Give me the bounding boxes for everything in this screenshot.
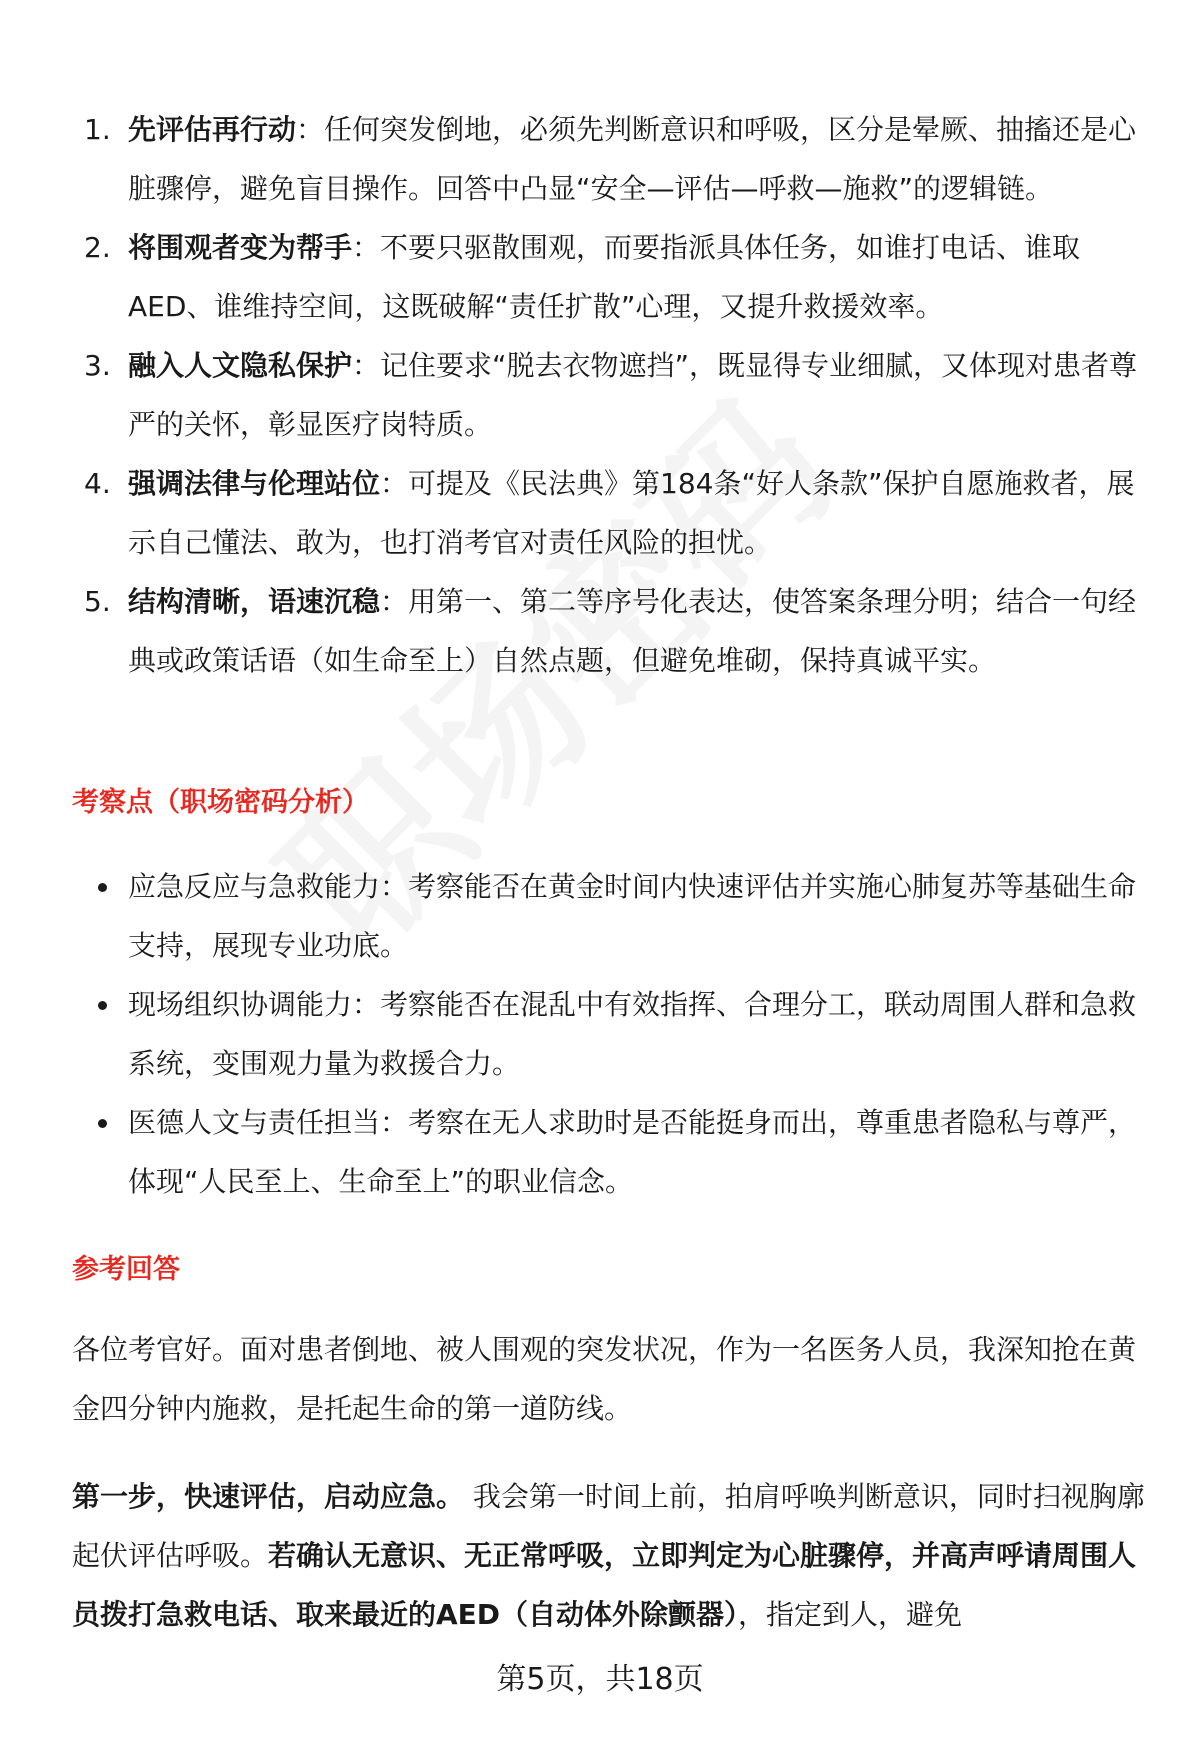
- point-title: 强调法律与伦理站位: [128, 467, 381, 500]
- point-title: 融入人文隐私保护: [128, 349, 353, 382]
- list-number: 3.: [84, 349, 111, 382]
- list-item: [98, 975, 1162, 1093]
- list-item: [84, 336, 1162, 454]
- step-text: 我会第一时间上前，拍肩呼唤判断意识，同时扫视胸廓起伏评估呼吸。: [72, 1480, 1145, 1572]
- bullet-text: 医德人文与责任担当：考察在无人求助时是否能挺身而出，尊重患者隐私与尊严，体现“人民至上、生命至上”的职业信念。: [128, 1106, 1137, 1198]
- list-item: [98, 1093, 1162, 1211]
- point-text: ：用第一、第二等序号化表达，使答案条理分明；结合一句经典或政策话语（如生命至上）自然点题，但避免堆砌，保持真诚平实。: [128, 585, 1137, 677]
- point-text: ：任何突发倒地，必须先判断意识和呼吸，区分是晕厥、抽搐还是心脏骤停，避免盲目操作。回答中凸显“安全—评估—呼救—施救”的逻辑链。: [128, 113, 1137, 205]
- step-emphasis: 若确认无意识、无正常呼吸，立即判定为心脏骤停，并高声呼请周围人员拨打急救电话、取来最近的AED（自动体外除颤器）: [72, 1539, 1137, 1631]
- point-text: ：不要只驱散围观，而要指派具体任务，如谁打电话、谁取AED、谁维持空间，这既破解“责任扩散”心理，又提升救援效率。: [128, 231, 1081, 323]
- list-item: [84, 572, 1162, 690]
- bullet-dot: [98, 1119, 107, 1128]
- list-item: [84, 218, 1162, 336]
- step-lead: 第一步，快速评估，启动应急。: [72, 1480, 465, 1513]
- answer-intro: 各位考官好。面对患者倒地、被人围观的突发状况，作为一名医务人员，我深知抢在黄金四分钟内施救，是托起生命的第一道防线。: [72, 1333, 1137, 1425]
- list-number: 2.: [84, 231, 111, 264]
- bullet-list: [98, 857, 1162, 1211]
- answer-step-1: [72, 1467, 1162, 1644]
- bullet-text: 应急反应与急救能力：考察能否在黄金时间内快速评估并实施心肺复苏等基础生命支持，展现专业功底。: [128, 870, 1137, 962]
- point-text: ：可提及《民法典》第184条“好人条款”保护自愿施救者，展示自己懂法、敢为，也打消考官对责任风险的担忧。: [128, 467, 1135, 559]
- bullet-text: 现场组织协调能力：考察能否在混乱中有效指挥、合理分工，联动周围人群和急救系统，变围观力量为救援合力。: [128, 988, 1137, 1080]
- list-item: [98, 857, 1162, 975]
- bullet-dot: [98, 883, 107, 892]
- list-item: [84, 454, 1162, 572]
- section-title-exam: 考察点（职场密码分析）: [72, 787, 369, 818]
- list-number: 1.: [84, 113, 111, 146]
- point-title: 结构清晰，语速沉稳: [128, 585, 381, 618]
- list-item: [84, 100, 1162, 218]
- point-text: ：记住要求“脱去衣物遮挡”，既显得专业细腻，又体现对患者尊严的关怀，彰显医疗岗特质。: [128, 349, 1138, 441]
- numbered-points-list: [84, 100, 1162, 690]
- page-footer: 第5页，共18页: [496, 1662, 704, 1697]
- list-number: 4.: [84, 467, 111, 500]
- section-title-answer: 参考回答: [72, 1254, 180, 1285]
- bullet-dot: [98, 1001, 107, 1010]
- list-number: 5.: [84, 585, 111, 618]
- point-title: 将围观者变为帮手: [128, 231, 353, 264]
- point-title: 先评估再行动: [128, 113, 297, 146]
- step-text: ，指定到人，避免: [738, 1598, 963, 1631]
